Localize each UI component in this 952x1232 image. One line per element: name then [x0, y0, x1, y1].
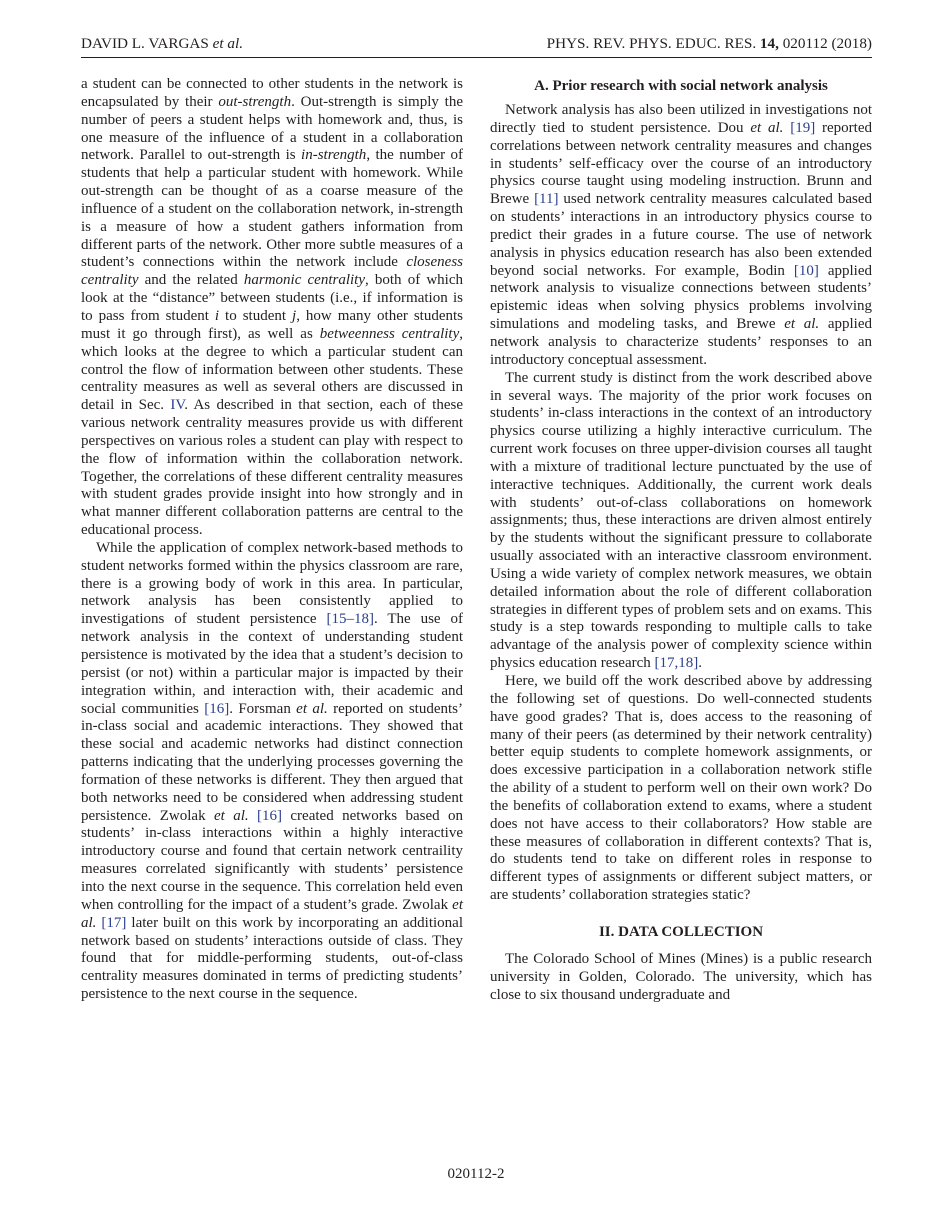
citation-link[interactable]: [16]	[257, 807, 283, 824]
body-text: , the number of students that help a particular student with homework. While out-strength can be thought of as a coarse measure of the influence of a student on the collaboration network, in-strength is a measure of how a student gathers information from different parts of the network. Other more subtle measures of a student’s connections within the network include	[81, 147, 463, 271]
italic-text: et al.	[784, 316, 820, 333]
paragraph	[490, 673, 872, 905]
citation-link[interactable]: [15–18]	[326, 611, 374, 628]
italic-text: in-strength	[301, 147, 367, 164]
paragraph	[81, 76, 463, 540]
body-text: to student	[219, 307, 293, 324]
italic-text: et al.	[213, 807, 249, 824]
body-text: later built on this work by incorporating an additional network based on students’ interactions outside of class. They found that for middle-performing students, out-of-class centrality measures dominated in terms of predicting students’ persistence to the next course in the sequence.	[81, 914, 463, 1003]
body-text: The current study is distinct from the work described above in several ways. The majority of the prior work focuses on students’ in-class interactions in the context of an introductory physics course utilizing a highly interactive curriculum. The current work focuses on three upper-division courses all taught with a mixture of traditional lecture punctuated by the use of interactive techniques. Additionally, the current work deals with students’ out-of-class collaborations on homework assignments; thus, these interactions are driven almost entirely by the students without the significant pressure to collaborate usually associated with an interactive classroom environment. Using a wide variety of complex network measures, we obtain detailed information about the role of different collaboration strategies in different types of problem sets and on exams. This study is a step towards responding to multiple calls to take advantage of the analysis power of complexity science within physics education research	[490, 369, 872, 672]
body-text: .	[698, 655, 703, 672]
left-column	[81, 76, 463, 1004]
body-text: The Colorado School of Mines (Mines) is a public research university in Golden, Colorado. The university, which has close to six thousand undergraduate and	[490, 950, 872, 1003]
body-text: Network analysis has also been utilized in investigations not directly tied to student persistence. Dou	[490, 102, 872, 136]
body-text: reported on students’ in-class social and academic interactions. They showed that these social and academic networks had distinct connection patterns indicating that the underlying processes governing the formation of these networks is different. They then argued that both networks need to be considered when addressing student persistence. Zwolak	[81, 700, 463, 824]
paragraph	[490, 370, 872, 673]
body-text: applied network analysis to characterize students’ responses to an introductory conceptual assessment.	[490, 316, 872, 368]
italic-text: et al.	[81, 896, 463, 931]
body-text: . As described in that section, each of these various network centrality measures provide us with different perspectives on various roles a student can play with respect to the flow of information within the collaboration network. Together, the correlations of these different centrality measures with student grades provide insight into how strongly and in what manner different collaboration patterns are central to the educational process.	[81, 397, 463, 539]
body-text: , which looks at the degree to which a particular student can control the flow of information between other students. These centrality measures as well as several others are discussed in detail in Sec.	[81, 325, 463, 414]
journal-volume: 14,	[759, 35, 779, 52]
body-text: . Out-strength is simply the number of peers a student helps with homework and, thus, is one measure of the influence of a student in a collaboration network. Parallel to out-strength is	[81, 93, 464, 164]
section-heading-prior-research: A. Prior research with social network analysis	[534, 78, 828, 94]
journal-article-year: 020112 (2018)	[778, 35, 872, 52]
body-text: , both of which look at the “distance” between students (i.e., if information is to pass from student	[81, 272, 463, 324]
italic-text: i	[214, 307, 220, 324]
italic-text: harmonic centrality	[243, 272, 365, 289]
body-text: a student can be connected to other students in the network is encapsulated by their	[81, 76, 463, 110]
citation-link[interactable]: [11]	[534, 191, 559, 208]
italic-text: out-strength	[218, 93, 292, 110]
body-text: and the related	[138, 272, 244, 289]
body-text: used network centrality measures calculated based on students’ interactions in an introductory physics course to predict their grades in a future course. The use of network analysis in physics education research has also been extended beyond social networks. For example, Bodin	[490, 191, 872, 279]
paragraph	[490, 102, 872, 370]
body-text	[249, 808, 257, 824]
section-heading-data-collection: II. DATA COLLECTION	[598, 923, 764, 940]
body-text: Here, we build off the work described above by addressing the following set of questions. Do well-connected students have good grades? That is, does access to the reasoning of many of their peers (as determined by their network centrality) better equip students to complete homework assignments, or does excessive participation in a collaboration network stifle the ability of a student to perform well on their own work? Do the benefits of collaboration extend to exams, where a student does not have access to their collaborators? How stable are these measures of collaboration in different contexts? That is, do students tend to take on different roles in response to different types of assignments or different subject matters, or are students’ collaboration strategies static?	[490, 673, 872, 904]
citation-link[interactable]: [10]	[793, 262, 819, 279]
italic-text: et al.	[296, 700, 328, 717]
right-column	[490, 76, 872, 1005]
body-text: applied network analysis to visualize connections between students’ epistemic ideas when solving physics problems involving simulations and modeling tasks, and Brewe	[490, 262, 872, 333]
body-text: reported correlations between network centrality measures and changes in students’ self-efficacy over the course of an introductory physics course taught using modeling instruction. Brunn and Brewe	[490, 119, 872, 208]
body-text: created networks based on students’ in-class interactions within a highly interactive introductory course and found that certain network centraility measures correlated significantly with students’ persistence into the next course in the sequence. This correlation held even when controlling for the impact of a student’s grade. Zwolak	[81, 807, 463, 913]
body-text: . The use of network analysis in the context of understanding student persistence is motivated by the idea that a student’s decision to persist (or not) within a particular major is impacted by their integration within, and interaction with, their academic and social communities	[81, 611, 463, 717]
header-authors	[81, 35, 243, 53]
citation-link[interactable]: IV	[170, 397, 185, 414]
journal-name: PHYS. REV. PHYS. EDUC. RES.	[546, 35, 760, 52]
citation-link[interactable]: [17]	[101, 914, 127, 931]
prior-research-body	[490, 102, 872, 905]
italic-text: et al.	[750, 119, 784, 136]
citation-link[interactable]: [17,18]	[654, 655, 699, 672]
citation-link[interactable]: [19]	[790, 119, 816, 136]
body-text: , how many other students must it go through first), as well as	[81, 307, 463, 342]
running-header	[81, 35, 872, 58]
body-text: . Forsman	[229, 700, 297, 717]
paragraph	[81, 540, 463, 1004]
italic-text: betweenness centrality	[319, 325, 460, 342]
paragraph	[490, 951, 872, 1005]
page-number: 020112-2	[447, 1166, 505, 1182]
citation-link[interactable]: [16]	[204, 700, 230, 717]
authors-text: DAVID L. VARGAS	[81, 35, 209, 52]
italic-text: j	[292, 307, 297, 324]
header-journal	[547, 35, 872, 53]
body-text: While the application of complex network-based methods to student networks formed within the physics classroom are rare, there is a growing body of work in this area. In particular, network analysis has been consistently applied to investigations of student persistence	[81, 539, 463, 628]
data-collection-body	[490, 951, 872, 1005]
italic-text: closeness centrality	[81, 254, 463, 289]
authors-etal: et al.	[208, 35, 244, 52]
